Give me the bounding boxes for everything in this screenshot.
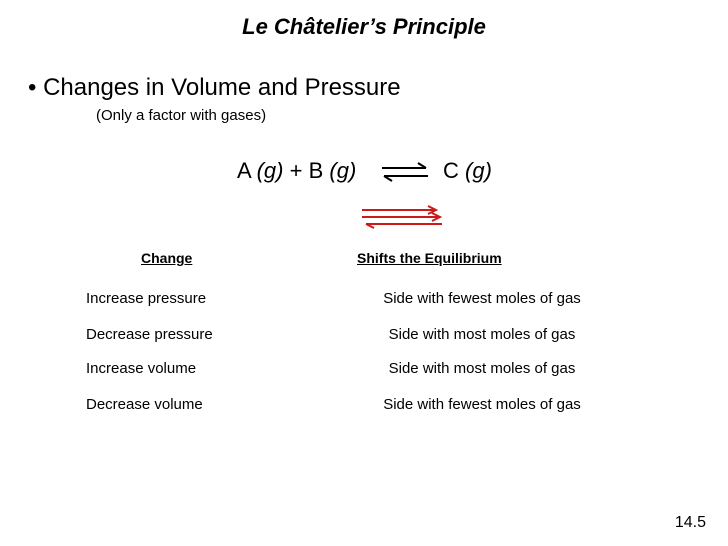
equilibrium-arrows-icon	[380, 160, 430, 184]
bullet-heading: • Changes in Volume and Pressure	[28, 74, 401, 101]
product-c-state: (g)	[465, 158, 492, 183]
table-row-shift: Side with most moles of gas	[388, 360, 576, 377]
shift-right-arrows-icon	[360, 204, 444, 232]
table-row-shift: Side with most moles of gas	[388, 326, 576, 343]
table-row-shift: Side with fewest moles of gas	[383, 396, 581, 413]
reactant-b-state: (g)	[329, 158, 357, 183]
reactant-a-state: (g)	[256, 158, 284, 183]
table-row-change: Decrease pressure	[86, 326, 213, 343]
reactant-b: B	[308, 158, 324, 183]
column-header-shift: Shifts the Equilibrium	[357, 250, 502, 266]
slide-title: Le Châtelier’s Principle	[242, 14, 486, 39]
column-header-change: Change	[141, 250, 193, 266]
reactant-a: A	[237, 158, 251, 183]
reaction-equation-product	[443, 158, 492, 184]
table-row-change: Decrease volume	[86, 396, 203, 413]
product-c: C	[443, 158, 459, 183]
table-row-change: Increase pressure	[86, 290, 207, 307]
reaction-equation-reactants	[237, 158, 356, 184]
table-row-change: Increase volume	[86, 360, 197, 377]
sub-note: (Only a factor with gases)	[96, 107, 267, 124]
table-row-shift: Side with fewest moles of gas	[383, 290, 581, 307]
slide-number: 14.5	[674, 514, 706, 531]
plus-sign: +	[289, 158, 303, 183]
